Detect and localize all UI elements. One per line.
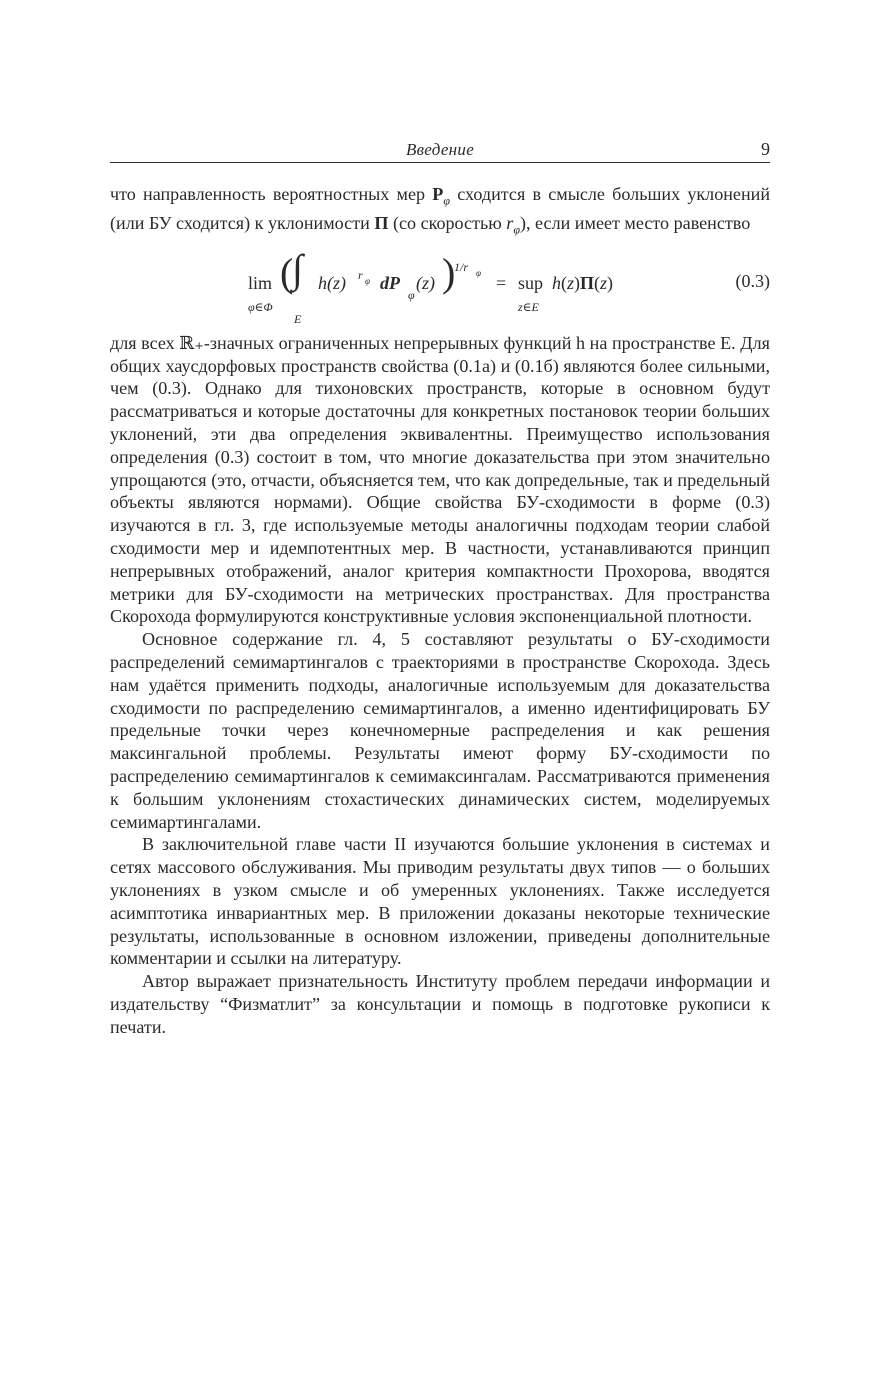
body-text <box>110 183 770 1039</box>
symbol-Pi: Π <box>374 213 389 234</box>
equation-number: (0.3) <box>735 270 770 291</box>
formula-row <box>110 244 770 328</box>
formula-outer-exp-sub: φ <box>476 267 481 278</box>
formula-rhs: h(z)Π(z) <box>552 272 614 293</box>
formula-integral-sub: E <box>294 311 302 326</box>
formula-integrand-exp-sub: φ <box>365 275 370 286</box>
paragraph-2: для всех ℝ₊-значных ограниченных непрерывных функций h на пространстве E. Для общих хаусдорфовых пространств свойства (0.1a) и (0.1б) являются более сильными, чем (0.3). Однако для тихоновских пространств, которые в основном будут рассматриваться и которые достаточны для конкретных постановок теории больших уклонений, эти два определения эквивалентны. Преимущество использования определения (0.3) состоит в том, что многие доказательства при этом значительно упрощаются (это, отчасти, объясняется тем, что как допредельные, так и предельный объекты являются нормами). Общие свойства БУ-сходимости в форме (0.3) изучаются в гл. 3, где используемые методы аналогичны подходам теории слабой сходимости мер и идемпотентных мер. В частности, устанавливаются принцип непрерывных отображений, аналог критерия компактности Прохорова, вводятся метрики для БУ-сходимости на метрических пространствах. Для пространства Скорохода формулируются конструктивные условия экспоненциальной плотности. <box>110 332 770 627</box>
symbol-r-phi-sub: φ <box>513 223 520 238</box>
paragraph-1-end: ), если имеет место равенство <box>519 213 751 234</box>
paragraph-1-before: что направленность вероятностных мер <box>110 184 426 204</box>
symbol-phi-sub: φ <box>443 193 450 208</box>
formula-integrand-exp: r <box>358 267 363 282</box>
formula-measure-sub: φ <box>408 287 415 302</box>
integral-sign: ∫ <box>292 245 303 291</box>
formula-integrand: h(z) <box>318 272 346 293</box>
paragraph-5: Автор выражает признательность Институту проблем передачи информации и издательству “Физматлит” за консультации и помощь в подготовке рукописи к печати. <box>110 971 770 1037</box>
paragraph-3: Основное содержание гл. 4, 5 составляют результаты о БУ-сходимости распределений семимартингалов с траекториями в пространстве Скорохода. Здесь нам удаётся применить подходы, аналогичные используемым для доказательства сходимости по распределению семимартингалов, а именно идентифицировать БУ предельные точки через конечномерные распределения и как решения максингальной проблемы. Результаты имеют форму БУ-сходимости по распределению семимартингалов к семимаксингалам. Рассматриваются применения к большим уклонениям стохастических динамических систем, моделируемых семимартингалами. <box>110 629 770 832</box>
running-head <box>110 138 770 163</box>
formula-lim: lim <box>248 272 273 293</box>
formula-lim-sub: φ∈Φ <box>248 299 273 314</box>
display-formula <box>246 244 646 328</box>
formula-measure: dP <box>380 272 400 293</box>
paragraph-1-after: сходится в смысле больших уклонений (или БУ сходится) к уклонимости <box>110 184 770 234</box>
formula-sup-sub: z∈E <box>518 299 539 314</box>
paragraph-1 <box>110 183 770 242</box>
symbol-P-phi: P <box>432 184 444 204</box>
paragraph-1-rate: (со скоростью <box>392 213 502 234</box>
formula-equals: = <box>496 272 507 293</box>
symbol-r-phi: r <box>506 213 514 234</box>
formula-measure-arg: (z) <box>416 272 435 293</box>
running-title: Введение <box>405 140 475 159</box>
paragraph-4: В заключительной главе части II изучаются большие уклонения в системах и сетях массового обслуживания. Мы приводим результаты двух типов — о больших уклонениях в узком смысле и об умеренных уклонениях. Также исследуется асимптотика инвариантных мер. В приложении доказаны некоторые технические результаты, использованные в основном изложении, приведены дополнительные комментарии и ссылки на литературу. <box>110 834 770 969</box>
formula-sup: sup <box>518 272 544 293</box>
formula-left-paren: ( <box>280 249 294 295</box>
formula-right-paren: ) <box>442 249 456 295</box>
page-number: 9 <box>761 139 770 159</box>
formula-outer-exp: 1/r <box>454 259 469 274</box>
